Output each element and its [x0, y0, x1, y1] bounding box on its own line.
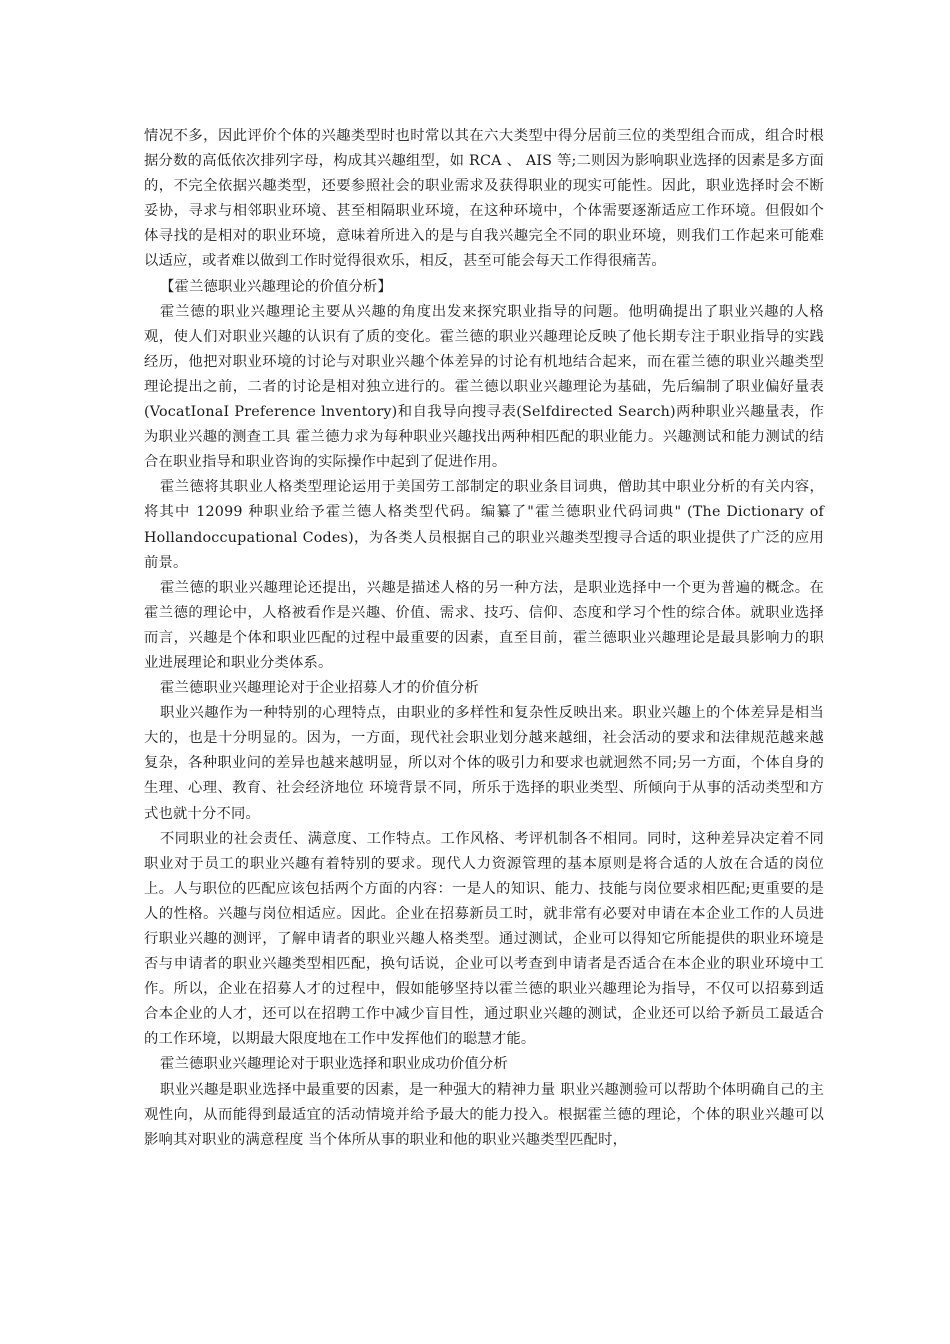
body-paragraph: 霍兰德的职业兴趣理论还提出，兴趣是描述人格的另一种方法，是职业选择中一个更为普遍的概念。在霍兰德的理论中，人格被看作是兴趣、价值、需求、技巧、信仰、态度和学习个性的综合体。就职业选择而言，兴趣是个体和职业匹配的过程中最重要的因素，直至目前，霍兰德职业兴趣理论是最具影响力的职业进展理论和职业分类体系。	[144, 579, 824, 671]
body-paragraph: 职业兴趣是职业选择中最重要的因素，是一种强大的精神力量 职业兴趣测验可以帮助个体明确自己的主观性向，从而能得到最适宜的活动情境并给予最大的能力投入。根据霍兰德的理论，个体的职业兴趣可以影响其对职业的满意程度 当个体所从事的职业和他的职业兴趣类型匹配时，	[144, 1081, 824, 1148]
body-paragraph: 不同职业的社会责任、满意度、工作特点。工作风格、考评机制各不相同。同时，这种差异决定着不同职业对于员工的职业兴趣有着特别的要求。现代人力资源管理的基本原则是将合适的人放在合适的岗位上。人与职位的匹配应该包括两个方面的内容：一是人的知识、能力、技能与岗位要求相匹配;更重要的是人的性格。兴趣与岗位相适应。因此。企业在招募新员工时，就非常有必要对申请在本企业工作的人员进行职业兴趣的测评，了解申请者的职业兴趣人格类型。通过测试，企业可以得知它所能提供的职业环境是否与申请者的职业兴趣类型相匹配，换句话说，企业可以考查到申请者是否适合在本企业的职业环境中工作。所以，企业在招募人才的过程中，假如能够坚持以霍兰德的职业兴趣理论为指导，不仅可以招募到适合本企业的人才，还可以在招聘工作中减少盲目性，通过职业兴趣的测试，企业还可以给予新员工最适合的工作环境，以期最大限度地在工作中发挥他们的聪慧才能。	[144, 830, 824, 1048]
section-heading: 霍兰德职业兴趣理论对于企业招募人才的价值分析	[160, 680, 479, 697]
body-paragraph: 霍兰德将其职业人格类型理论运用于美国劳工部制定的职业条目词典，僧助其中职业分析的有关内容，将其中 12099 种职业给予霍兰德人格类型代码。编纂了"霍兰德职业代码词典" (The Dictionary of Hollandoccupational Codes)，为各类人员根据自己的职业兴趣类型搜寻合适的职业提供了广泛的应用前景。	[144, 479, 824, 571]
body-paragraph: 情况不多，因此评价个体的兴趣类型时也时常以其在六大类型中得分居前三位的类型组合而成，组合时根据分数的高低依次排列字母，构成其兴趣组型，如 RCA 、 AIS 等;二则因为影响职业选择的因素是多方面的，不完全依据兴趣类型，还要参照社会的职业需求及获得职业的现实可能性。因此，职业选择时会不断妥协，寻求与相邻职业环境、甚至相隔职业环境，在这种环境中，个体需要逐渐适应工作环境。但假如个体寻找的是相对的职业环境，意味着所进入的是与自我兴趣完全不同的职业环境，则我们工作起来可能难以适应，或者难以做到工作时觉得很欢乐，相反，甚至可能会每天工作得很痛苦。	[144, 128, 824, 270]
section-heading: 霍兰德职业兴趣理论对于职业选择和职业成功价值分析	[160, 1056, 508, 1073]
body-paragraph: 职业兴趣作为一种特别的心理特点，由职业的多样性和复杂性反映出来。职业兴趣上的个体差异是相当大的，也是十分明显的。因为，一方面，现代社会职业划分越来越细，社会活动的要求和法律规范越来越复杂，各种职业问的差异也越来越明显，所以对个体的吸引力和要求也就迥然不同;另一方面，个体自身的生理、心理、教育、社会经济地位 环境背景不同，所乐于选择的职业类型、所倾向于从事的活动类型和方式也就十分不同。	[144, 705, 824, 822]
document-page	[144, 124, 824, 1153]
body-paragraph: 霍兰德的职业兴趣理论主要从兴趣的角度出发来探究职业指导的问题。他明确提出了职业兴趣的人格观，使人们对职业兴趣的认识有了质的变化。霍兰德的职业兴趣理论反映了他长期专注于职业指导的实践经历，他把对职业环境的讨论与对职业兴趣个体差异的讨论有机地结合起来，而在霍兰德的职业兴趣类型理论提出之前，二者的讨论是相对独立进行的。霍兰德以职业兴趣理论为基础，先后编制了职业偏好量表(VocatIonaI Preference lnventory)和自我导向搜寻表(Selfdirected Search)两种职业兴趣量表，作为职业兴趣的测查工具 霍兰德力求为每种职业兴趣找出两种相匹配的职业能力。兴趣测试和能力测试的结合在职业指导和职业咨询的实际操作中起到了促进作用。	[144, 303, 824, 471]
section-heading: 【霍兰德职业兴趣理论的价值分析】	[160, 278, 392, 295]
